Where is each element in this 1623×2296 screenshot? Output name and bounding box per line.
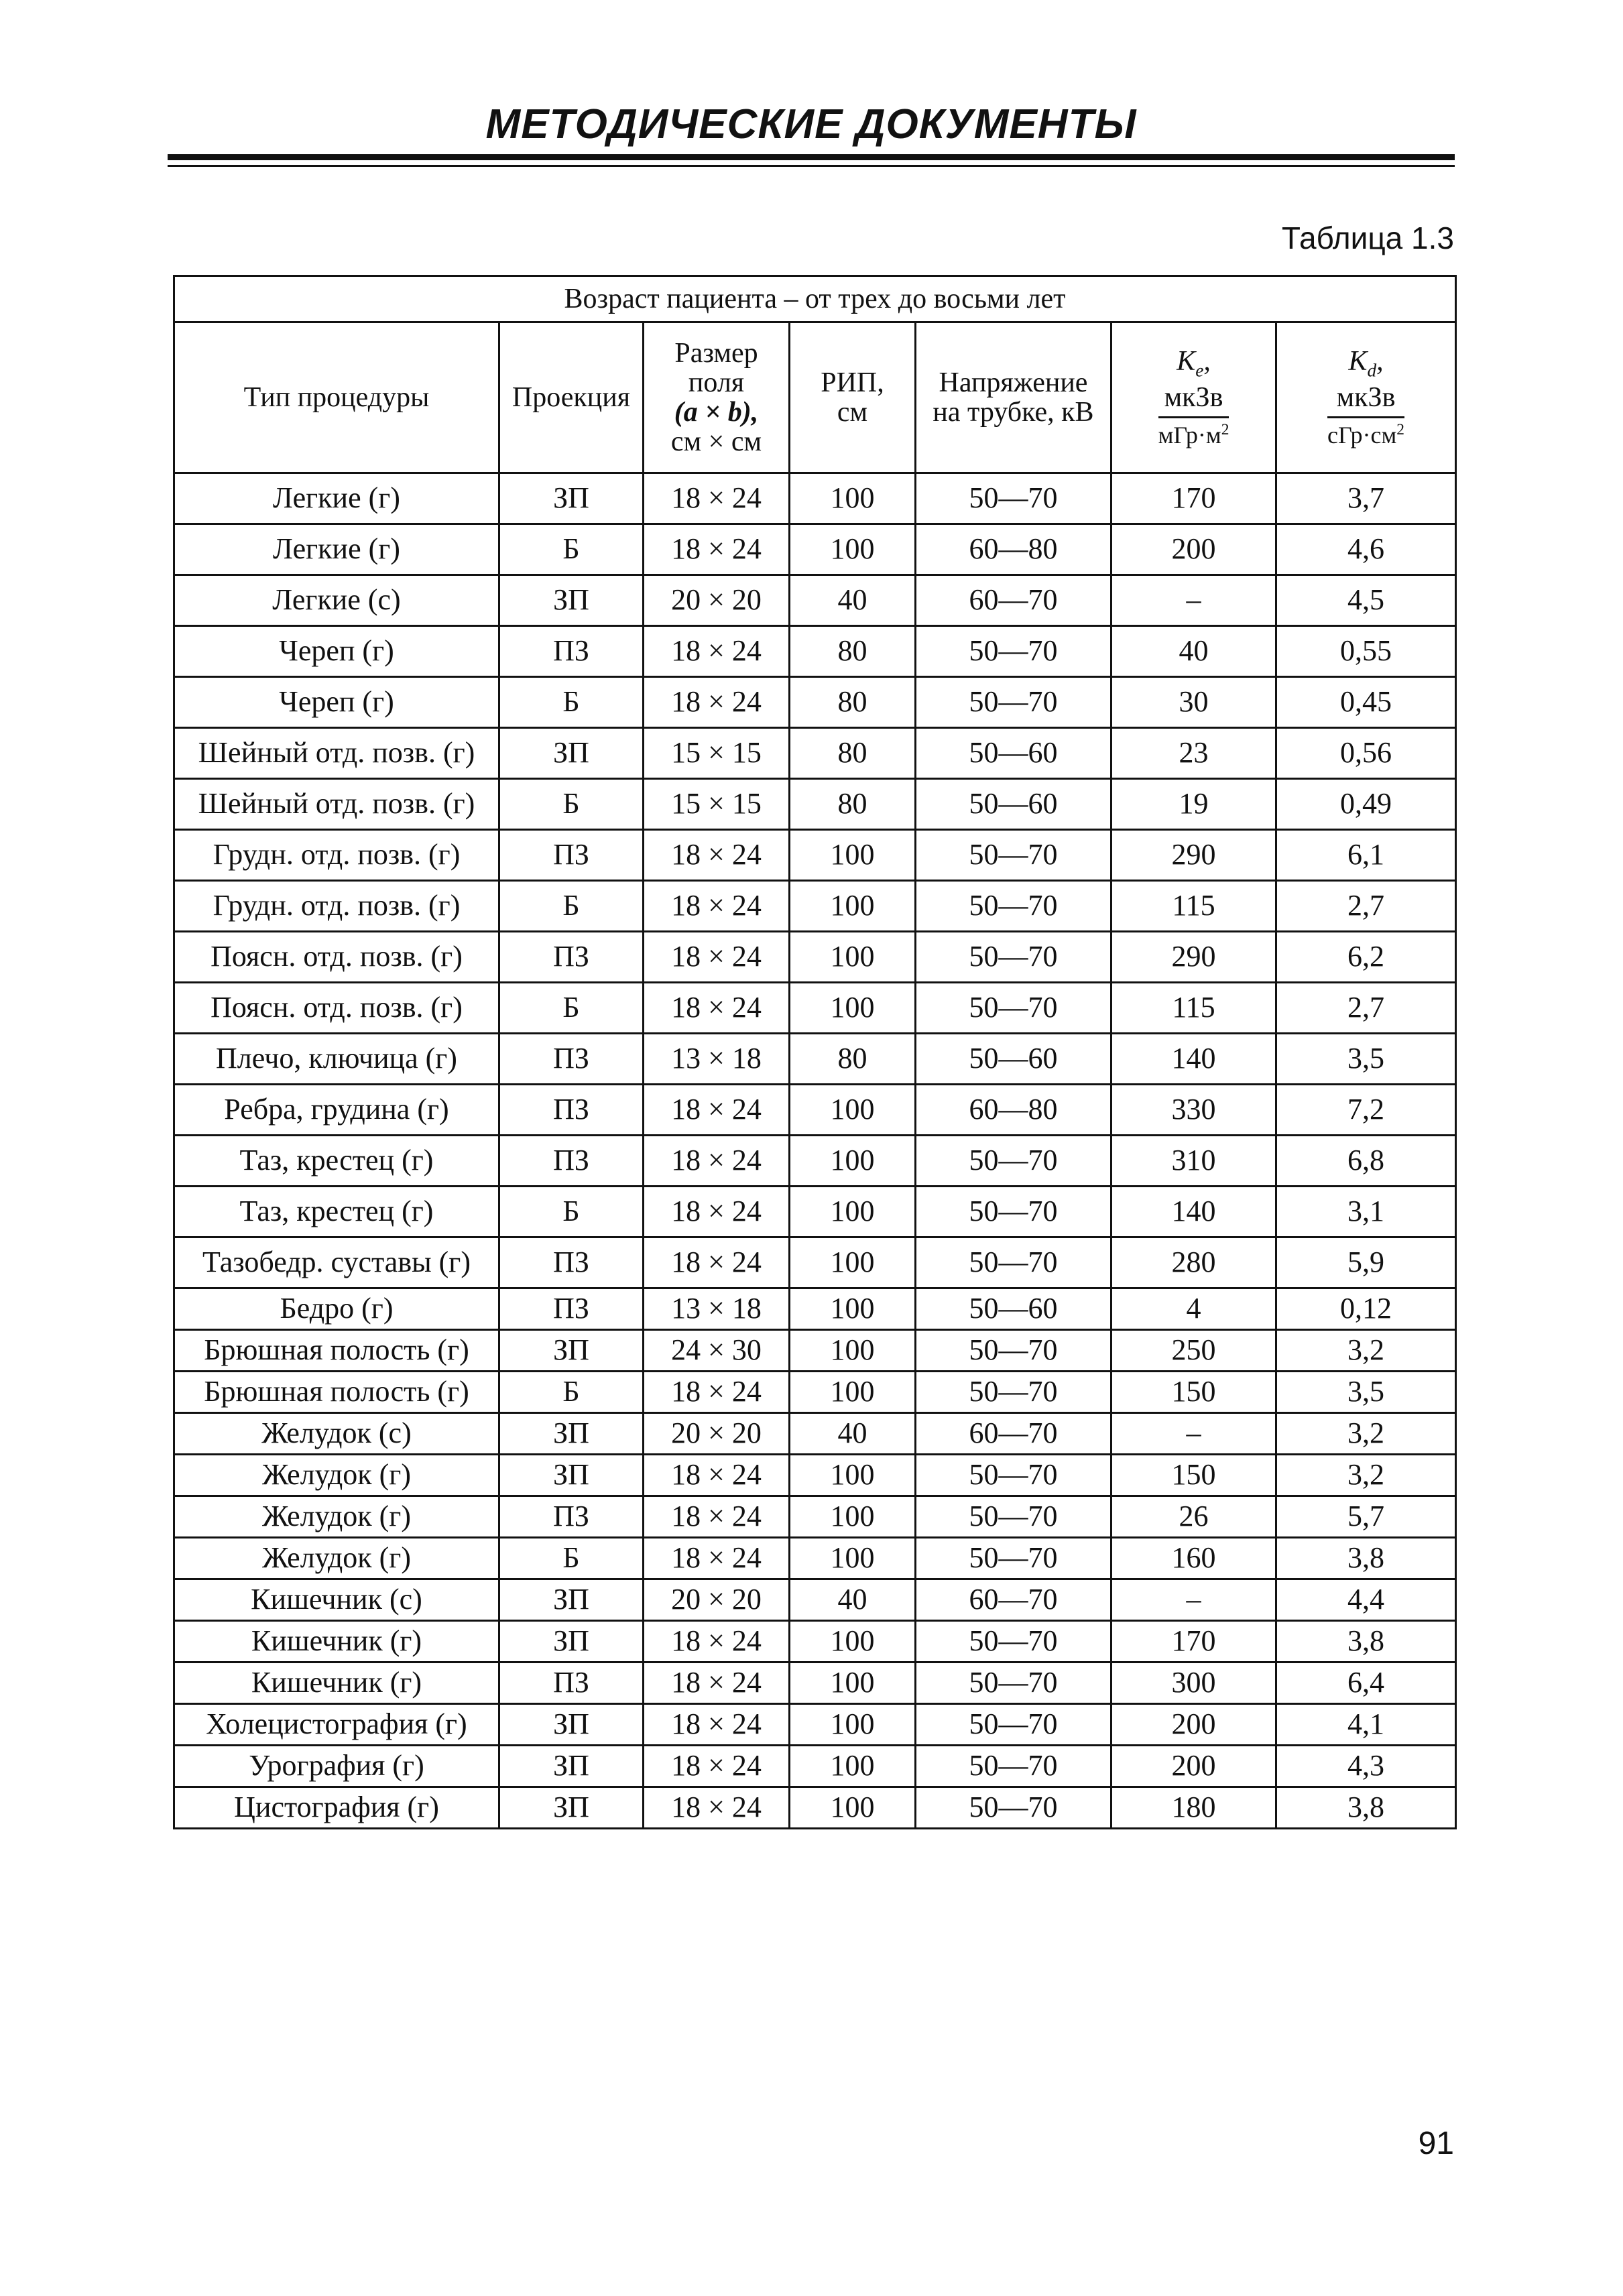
cell-sid: 100	[790, 830, 916, 881]
cell-projection: ЗП	[499, 473, 644, 524]
cell-kd: 4,4	[1276, 1579, 1456, 1621]
cell-sid: 80	[790, 626, 916, 677]
kd-unit-numerator: мкЗв	[1327, 381, 1404, 418]
cell-field-size: 18 × 24	[644, 1187, 790, 1237]
col-header-field-size	[644, 322, 790, 473]
table-caption: Таблица 1.3	[1281, 221, 1454, 255]
table-row	[174, 1787, 1456, 1829]
cell-kd: 3,2	[1276, 1330, 1456, 1372]
table-row	[174, 1663, 1456, 1704]
cell-sid: 100	[790, 881, 916, 932]
cell-ke: 290	[1111, 932, 1276, 983]
cell-field-size: 18 × 24	[644, 1621, 790, 1663]
cell-procedure: Шейный отд. позв. (г)	[174, 779, 499, 830]
cell-sid: 100	[790, 983, 916, 1034]
table-row	[174, 1704, 1456, 1746]
ke-unit-numerator: мкЗв	[1158, 381, 1229, 418]
table-row	[174, 626, 1456, 677]
cell-ke: 40	[1111, 626, 1276, 677]
cell-ke: 310	[1111, 1136, 1276, 1187]
cell-voltage: 50—70	[916, 1237, 1111, 1288]
cell-voltage: 50—70	[916, 983, 1111, 1034]
table-row	[174, 1372, 1456, 1413]
field-size-formula: (a × b),	[674, 397, 759, 428]
cell-sid: 100	[790, 1085, 916, 1136]
table-row	[174, 1187, 1456, 1237]
cell-sid: 100	[790, 1704, 916, 1746]
cell-kd: 2,7	[1276, 881, 1456, 932]
cell-field-size: 18 × 24	[644, 677, 790, 728]
cell-voltage: 50—70	[916, 1372, 1111, 1413]
column-header-row	[174, 322, 1456, 473]
cell-voltage: 50—60	[916, 779, 1111, 830]
cell-projection: ЗП	[499, 1455, 644, 1496]
ke-unit-fraction	[1158, 345, 1229, 449]
cell-projection: Б	[499, 881, 644, 932]
cell-field-size: 18 × 24	[644, 626, 790, 677]
cell-procedure: Холецистография (г)	[174, 1704, 499, 1746]
cell-sid: 100	[790, 1621, 916, 1663]
cell-projection: ЗП	[499, 1413, 644, 1455]
cell-voltage: 50—70	[916, 626, 1111, 677]
cell-ke: 200	[1111, 1704, 1276, 1746]
cell-kd: 7,2	[1276, 1085, 1456, 1136]
cell-field-size: 13 × 18	[644, 1288, 790, 1330]
cell-field-size: 18 × 24	[644, 1746, 790, 1787]
cell-sid: 100	[790, 473, 916, 524]
cell-procedure: Ребра, грудина (г)	[174, 1085, 499, 1136]
cell-procedure: Плечо, ключица (г)	[174, 1034, 499, 1085]
cell-kd: 2,7	[1276, 983, 1456, 1034]
cell-sid: 100	[790, 1538, 916, 1579]
header-rule-thin	[168, 165, 1455, 167]
table-row	[174, 1034, 1456, 1085]
cell-sid: 100	[790, 1136, 916, 1187]
table-row	[174, 1538, 1456, 1579]
cell-field-size: 18 × 24	[644, 1136, 790, 1187]
cell-voltage: 50—70	[916, 1538, 1111, 1579]
cell-voltage: 60—70	[916, 1413, 1111, 1455]
cell-projection: ПЗ	[499, 1136, 644, 1187]
cell-procedure: Поясн. отд. позв. (г)	[174, 983, 499, 1034]
cell-procedure: Кишечник (г)	[174, 1621, 499, 1663]
cell-voltage: 60—80	[916, 524, 1111, 575]
col-header-projection: Проекция	[499, 322, 644, 473]
cell-procedure: Урография (г)	[174, 1746, 499, 1787]
cell-ke: 160	[1111, 1538, 1276, 1579]
cell-voltage: 50—70	[916, 1663, 1111, 1704]
cell-kd: 6,1	[1276, 830, 1456, 881]
kd-unit-denominator: $сГр\cdot см^2$	[1327, 421, 1404, 449]
header-rule-thick	[168, 154, 1455, 160]
cell-projection: ЗП	[499, 1746, 644, 1787]
col-header-voltage: Напряжение на трубке, кВ	[916, 322, 1111, 473]
cell-kd: 6,4	[1276, 1663, 1456, 1704]
cell-ke: 30	[1111, 677, 1276, 728]
cell-ke: 170	[1111, 473, 1276, 524]
cell-ke: 300	[1111, 1663, 1276, 1704]
cell-procedure: Желудок (г)	[174, 1455, 499, 1496]
cell-projection: ЗП	[499, 575, 644, 626]
cell-voltage: 50—70	[916, 1455, 1111, 1496]
cell-kd: 3,8	[1276, 1538, 1456, 1579]
cell-sid: 40	[790, 1579, 916, 1621]
cell-kd: 6,2	[1276, 932, 1456, 983]
cell-sid: 100	[790, 932, 916, 983]
cell-voltage: 50—70	[916, 1621, 1111, 1663]
table-row	[174, 1455, 1456, 1496]
cell-field-size: 18 × 24	[644, 473, 790, 524]
cell-projection: ЗП	[499, 1787, 644, 1829]
cell-voltage: 60—70	[916, 575, 1111, 626]
ke-symbol: $K_e$,	[1177, 346, 1211, 381]
cell-voltage: 50—70	[916, 1330, 1111, 1372]
cell-projection: ПЗ	[499, 1034, 644, 1085]
cell-projection: ПЗ	[499, 1085, 644, 1136]
cell-procedure: Легкие (г)	[174, 524, 499, 575]
cell-voltage: 50—70	[916, 830, 1111, 881]
cell-kd: 4,3	[1276, 1746, 1456, 1787]
cell-procedure: Грудн. отд. позв. (г)	[174, 830, 499, 881]
cell-voltage: 50—70	[916, 1704, 1111, 1746]
cell-kd: 4,5	[1276, 575, 1456, 626]
cell-projection: ПЗ	[499, 932, 644, 983]
table-row	[174, 1136, 1456, 1187]
cell-ke: 200	[1111, 524, 1276, 575]
cell-sid: 100	[790, 1746, 916, 1787]
cell-sid: 80	[790, 677, 916, 728]
running-header: МЕТОДИЧЕСКИЕ ДОКУМЕНТЫ	[485, 101, 1137, 147]
cell-field-size: 18 × 24	[644, 1085, 790, 1136]
cell-projection: Б	[499, 524, 644, 575]
cell-sid: 100	[790, 1455, 916, 1496]
cell-procedure: Желудок (с)	[174, 1413, 499, 1455]
cell-projection: Б	[499, 779, 644, 830]
cell-field-size: 18 × 24	[644, 1237, 790, 1288]
table-row	[174, 728, 1456, 779]
cell-kd: 3,2	[1276, 1455, 1456, 1496]
cell-kd: 0,55	[1276, 626, 1456, 677]
cell-ke: 115	[1111, 881, 1276, 932]
cell-procedure: Шейный отд. позв. (г)	[174, 728, 499, 779]
cell-sid: 100	[790, 1663, 916, 1704]
table-row	[174, 932, 1456, 983]
cell-ke: 200	[1111, 1746, 1276, 1787]
cell-ke: 23	[1111, 728, 1276, 779]
col-header-procedure: Тип процедуры	[174, 322, 499, 473]
cell-field-size: 15 × 15	[644, 728, 790, 779]
age-group-row	[174, 276, 1456, 322]
cell-procedure: Тазобедр. суставы (г)	[174, 1237, 499, 1288]
table-row	[174, 779, 1456, 830]
cell-ke: –	[1111, 575, 1276, 626]
cell-ke: 115	[1111, 983, 1276, 1034]
dose-coefficients-table	[173, 275, 1457, 1829]
cell-kd: 4,6	[1276, 524, 1456, 575]
cell-procedure: Поясн. отд. позв. (г)	[174, 932, 499, 983]
cell-sid: 100	[790, 1372, 916, 1413]
cell-procedure: Легкие (г)	[174, 473, 499, 524]
table-row	[174, 473, 1456, 524]
col-header-sid: РИП, см	[790, 322, 916, 473]
cell-sid: 100	[790, 1496, 916, 1538]
cell-voltage: 60—70	[916, 1579, 1111, 1621]
cell-ke: 150	[1111, 1372, 1276, 1413]
cell-projection: ЗП	[499, 1579, 644, 1621]
cell-kd: 0,12	[1276, 1288, 1456, 1330]
cell-projection: ПЗ	[499, 1496, 644, 1538]
cell-ke: –	[1111, 1579, 1276, 1621]
cell-voltage: 50—60	[916, 728, 1111, 779]
field-size-unit: см × см	[670, 426, 762, 458]
cell-sid: 80	[790, 1034, 916, 1085]
cell-ke: 140	[1111, 1187, 1276, 1237]
cell-ke: 330	[1111, 1085, 1276, 1136]
cell-field-size: 18 × 24	[644, 1455, 790, 1496]
cell-field-size: 24 × 30	[644, 1330, 790, 1372]
cell-sid: 40	[790, 1413, 916, 1455]
cell-procedure: Кишечник (с)	[174, 1579, 499, 1621]
cell-ke: 26	[1111, 1496, 1276, 1538]
cell-voltage: 50—70	[916, 677, 1111, 728]
cell-ke: 19	[1111, 779, 1276, 830]
cell-kd: 3,5	[1276, 1372, 1456, 1413]
cell-sid: 100	[790, 1187, 916, 1237]
table-row	[174, 1085, 1456, 1136]
col-header-kd	[1276, 322, 1456, 473]
cell-field-size: 18 × 24	[644, 932, 790, 983]
cell-procedure: Желудок (г)	[174, 1496, 499, 1538]
cell-projection: ПЗ	[499, 1663, 644, 1704]
cell-projection: ЗП	[499, 1330, 644, 1372]
cell-procedure: Цистография (г)	[174, 1787, 499, 1829]
table-row	[174, 677, 1456, 728]
cell-projection: ПЗ	[499, 626, 644, 677]
cell-procedure: Бедро (г)	[174, 1288, 499, 1330]
page-number: 91	[1418, 2126, 1454, 2161]
cell-field-size: 18 × 24	[644, 983, 790, 1034]
cell-projection: ПЗ	[499, 830, 644, 881]
cell-field-size: 20 × 20	[644, 575, 790, 626]
cell-projection: Б	[499, 1538, 644, 1579]
cell-voltage: 50—70	[916, 881, 1111, 932]
cell-ke: 290	[1111, 830, 1276, 881]
cell-projection: ЗП	[499, 728, 644, 779]
field-size-label: Размер поля	[674, 337, 758, 398]
cell-kd: 3,7	[1276, 473, 1456, 524]
cell-ke: 180	[1111, 1787, 1276, 1829]
cell-kd: 5,9	[1276, 1237, 1456, 1288]
cell-kd: 4,1	[1276, 1704, 1456, 1746]
cell-ke: 170	[1111, 1621, 1276, 1663]
cell-field-size: 18 × 24	[644, 1704, 790, 1746]
cell-sid: 100	[790, 1330, 916, 1372]
cell-ke: 150	[1111, 1455, 1276, 1496]
table-row	[174, 1413, 1456, 1455]
cell-voltage: 60—80	[916, 1085, 1111, 1136]
cell-kd: 0,49	[1276, 779, 1456, 830]
cell-procedure: Череп (г)	[174, 626, 499, 677]
cell-field-size: 18 × 24	[644, 1787, 790, 1829]
cell-ke: 250	[1111, 1330, 1276, 1372]
cell-sid: 100	[790, 1787, 916, 1829]
cell-field-size: 18 × 24	[644, 1538, 790, 1579]
cell-voltage: 50—60	[916, 1034, 1111, 1085]
cell-kd: 3,5	[1276, 1034, 1456, 1085]
cell-kd: 3,8	[1276, 1787, 1456, 1829]
cell-kd: 6,8	[1276, 1136, 1456, 1187]
cell-sid: 80	[790, 728, 916, 779]
table-row	[174, 575, 1456, 626]
cell-ke: –	[1111, 1413, 1276, 1455]
cell-sid: 100	[790, 1237, 916, 1288]
cell-procedure: Таз, крестец (г)	[174, 1136, 499, 1187]
cell-voltage: 50—60	[916, 1288, 1111, 1330]
cell-projection: Б	[499, 1372, 644, 1413]
cell-projection: ЗП	[499, 1704, 644, 1746]
cell-voltage: 50—70	[916, 473, 1111, 524]
cell-voltage: 50—70	[916, 1746, 1111, 1787]
cell-kd: 5,7	[1276, 1496, 1456, 1538]
cell-voltage: 50—70	[916, 1496, 1111, 1538]
cell-field-size: 20 × 20	[644, 1413, 790, 1455]
ke-unit-denominator: $мГр\cdot м^2$	[1158, 421, 1229, 449]
cell-projection: Б	[499, 677, 644, 728]
cell-procedure: Брюшная полость (г)	[174, 1372, 499, 1413]
cell-projection: Б	[499, 1187, 644, 1237]
cell-projection: Б	[499, 983, 644, 1034]
cell-procedure: Легкие (с)	[174, 575, 499, 626]
table-row	[174, 1621, 1456, 1663]
table-row	[174, 1496, 1456, 1538]
cell-field-size: 18 × 24	[644, 1372, 790, 1413]
cell-procedure: Грудн. отд. позв. (г)	[174, 881, 499, 932]
cell-field-size: 20 × 20	[644, 1579, 790, 1621]
table-row	[174, 1330, 1456, 1372]
cell-field-size: 18 × 24	[644, 881, 790, 932]
cell-ke: 140	[1111, 1034, 1276, 1085]
kd-symbol: $K_d$,	[1348, 346, 1384, 381]
cell-voltage: 50—70	[916, 1187, 1111, 1237]
table-row	[174, 881, 1456, 932]
cell-field-size: 18 × 24	[644, 1663, 790, 1704]
cell-procedure: Желудок (г)	[174, 1538, 499, 1579]
cell-field-size: 18 × 24	[644, 1496, 790, 1538]
cell-sid: 40	[790, 575, 916, 626]
cell-sid: 100	[790, 1288, 916, 1330]
cell-voltage: 50—70	[916, 1136, 1111, 1187]
table-row	[174, 1746, 1456, 1787]
table-row	[174, 1288, 1456, 1330]
table-row	[174, 524, 1456, 575]
cell-field-size: 15 × 15	[644, 779, 790, 830]
cell-ke: 280	[1111, 1237, 1276, 1288]
cell-kd: 0,45	[1276, 677, 1456, 728]
cell-kd: 3,8	[1276, 1621, 1456, 1663]
table-row	[174, 1237, 1456, 1288]
col-header-ke	[1111, 322, 1276, 473]
cell-procedure: Кишечник (г)	[174, 1663, 499, 1704]
cell-procedure: Брюшная полость (г)	[174, 1330, 499, 1372]
cell-kd: 3,2	[1276, 1413, 1456, 1455]
kd-unit-fraction	[1327, 345, 1404, 449]
cell-ke: 4	[1111, 1288, 1276, 1330]
cell-sid: 100	[790, 524, 916, 575]
cell-procedure: Череп (г)	[174, 677, 499, 728]
cell-sid: 80	[790, 779, 916, 830]
cell-voltage: 50—70	[916, 1787, 1111, 1829]
cell-field-size: 13 × 18	[644, 1034, 790, 1085]
cell-projection: ПЗ	[499, 1237, 644, 1288]
cell-projection: ЗП	[499, 1621, 644, 1663]
cell-field-size: 18 × 24	[644, 830, 790, 881]
cell-kd: 0,56	[1276, 728, 1456, 779]
cell-procedure: Таз, крестец (г)	[174, 1187, 499, 1237]
table-row	[174, 1579, 1456, 1621]
cell-field-size: 18 × 24	[644, 524, 790, 575]
cell-voltage: 50—70	[916, 932, 1111, 983]
age-group-label: Возраст пациента – от трех до восьми лет	[174, 276, 1456, 322]
table-body	[174, 473, 1456, 1829]
table-row	[174, 983, 1456, 1034]
table-row	[174, 830, 1456, 881]
cell-projection: ПЗ	[499, 1288, 644, 1330]
cell-kd: 3,1	[1276, 1187, 1456, 1237]
